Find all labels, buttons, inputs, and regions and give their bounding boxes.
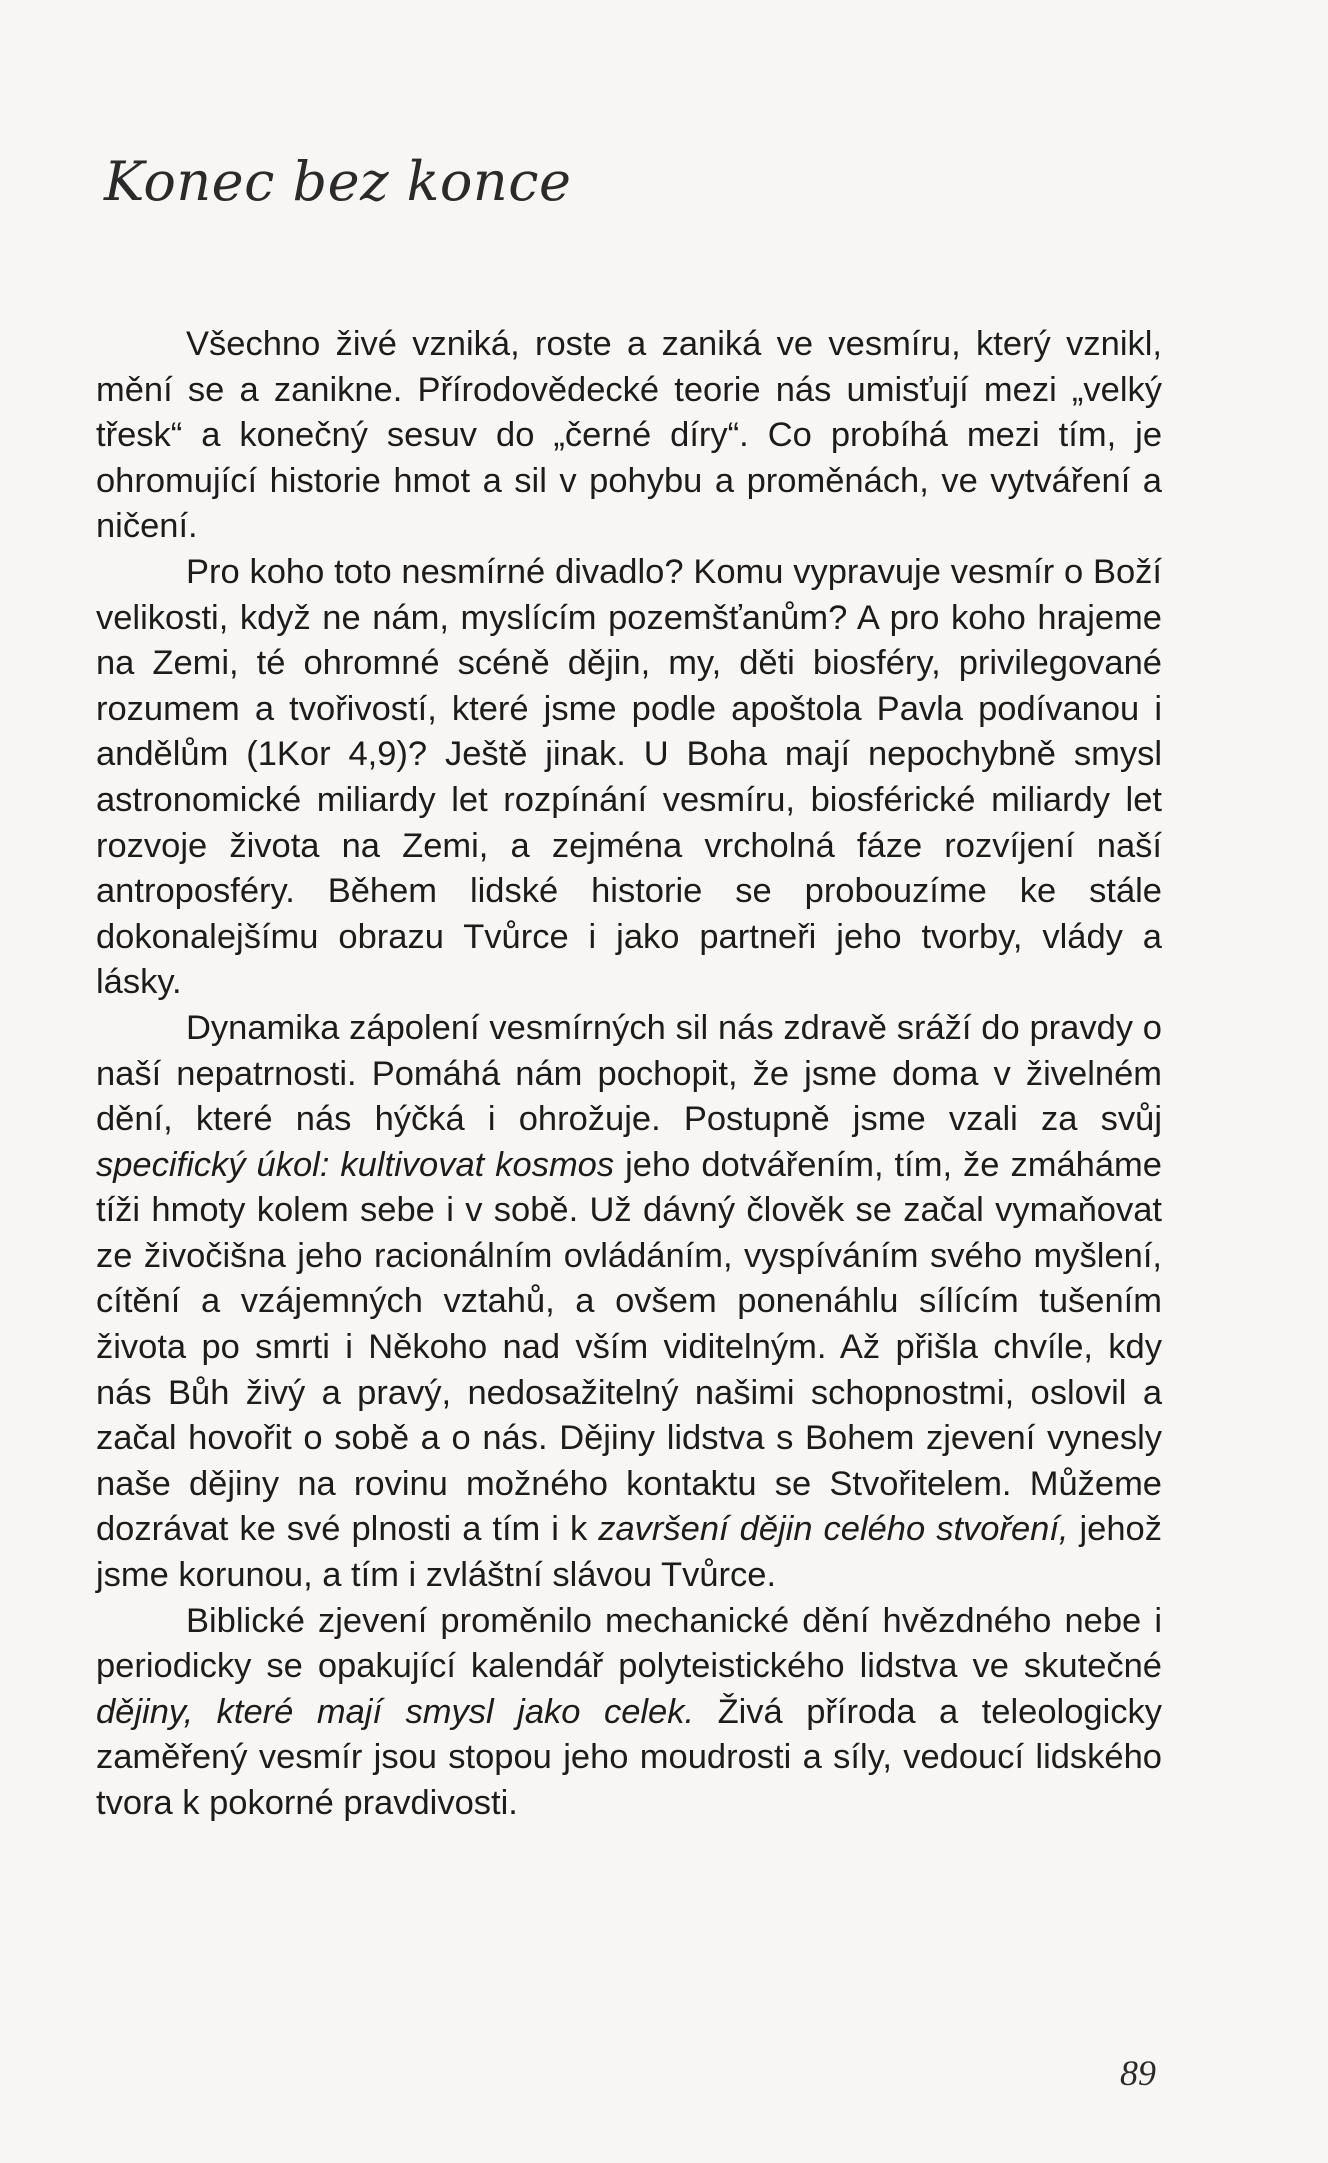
- paragraph-3-emphasis-a: specifický úkol: kultivovat kosmos: [96, 1145, 615, 1184]
- paragraph-2-text: Pro koho toto nesmírné divadlo? Komu vypravuje vesmír o Boží velikosti, když ne nám, myslícím pozemšťanům? A pro koho hrajeme na Zemi, té ohromné scéně dějin, my, děti biosféry, privilegované rozumem a tvořivostí, které jsme podle apoštola Pavla podívanou i andělům (1Kor 4,9)? Ještě jinak. U Boha mají nepochybně smysl astronomické miliardy let rozpínání vesmíru, biosférické miliardy let rozvoje života na Zemi, a zejména vrcholná fáze rozvíjení naší antroposféry. Během lidské historie se probouzíme ke stále dokonalejšímu obrazu Tvůrce i jako partneři jeho tvorby, vlády a lásky.: [96, 552, 1162, 1002]
- paragraph-1-text: Všechno živé vzniká, roste a zaniká ve vesmíru, který vznikl, mění se a zanikne. Přírodovědecké teorie nás umisťují mezi „velký třesk“ a konečný sesuv do „černé díry“. Co probíhá mezi tím, je ohromující historie hmot a sil v pohybu a proměnách, ve vytváření a ničení.: [96, 325, 1162, 546]
- paragraph-3-text-b: jeho dotvářením, tím, že zmáháme tíži hmoty kolem sebe i v sobě. Už dávný člověk se začal vymaňovat ze živočišna jeho racionálním ovládáním, vyspíváním svého myšlení, cítění a vzájemných vztahů, a ovšem ponenáhlu sílícím tušením života po smrti i Někoho nad vším viditelným. Až přišla chvíle, kdy nás Bůh živý a pravý, nedosažitelný našimi schopnostmi, oslovil a začal hovořit o sobě a o nás. Dějiny lidstva s Bohem zjevení vynesly naše dějiny na rovinu možného kontaktu se Stvořitelem. Můžeme dozrávat ke své plnosti a tím i k: [96, 1145, 1162, 1549]
- paragraph-4: [96, 1599, 1162, 1827]
- paragraph-4-text-a: Biblické zjevení proměnilo mechanické dění hvězdného nebe i periodicky se opakující kalendář polyteistického lidstva ve skutečné: [96, 1601, 1162, 1686]
- paragraph-3-text-a: Dynamika zápolení vesmírných sil nás zdravě sráží do pravdy o naší nepatrnosti. Pomáhá nám pochopit, že jsme doma v živelném dění, které nás hýčká i ohrožuje. Postupně jsme vzali za svůj: [96, 1008, 1162, 1139]
- paragraph-3-text-c: jehož jsme korunou, a tím i zvláštní slávou Tvůrce.: [96, 1510, 1162, 1595]
- page-number: 89: [1120, 2053, 1156, 2093]
- paragraph-4-text-b: Živá příroda a teleologicky zaměřený vesmír jsou stopou jeho moudrosti a síly, vedoucí lidského tvora k pokorné pravdivosti.: [96, 1692, 1162, 1822]
- paragraph-3: [96, 1006, 1162, 1599]
- body-text: [96, 322, 1162, 1827]
- paragraph-1: [96, 322, 1162, 550]
- paragraph-2: [96, 550, 1162, 1006]
- chapter-title: Konec bez konce: [104, 150, 572, 213]
- paragraph-3-emphasis-b: završení dějin celého stvoření,: [598, 1510, 1069, 1549]
- paragraph-4-emphasis: dějiny, které mají smysl jako celek.: [96, 1692, 695, 1731]
